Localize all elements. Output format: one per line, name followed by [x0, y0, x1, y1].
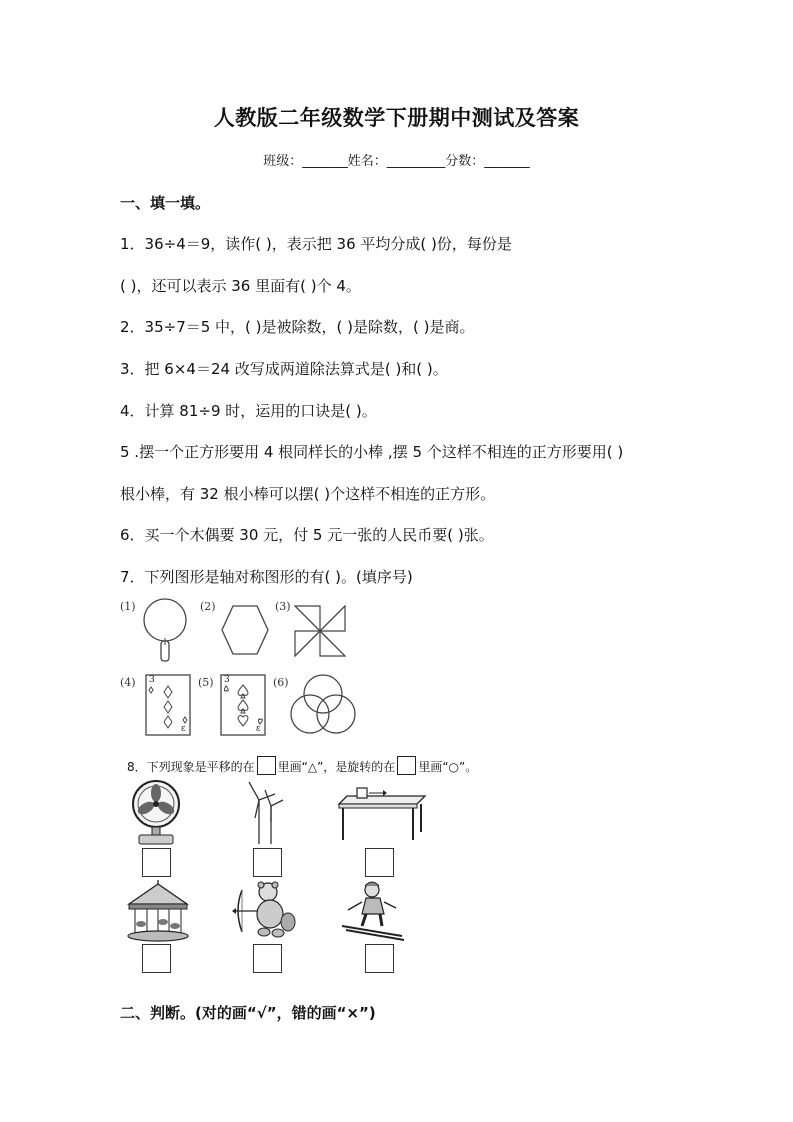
answer-box[interactable]	[253, 944, 282, 973]
question-5-line-2: 根小棒，有 32 根小棒可以摆( )个这样不相连的正方形。	[120, 485, 496, 503]
figure-label-6: (6)	[273, 676, 289, 689]
student-info-line: 班级：_______姓名：_________分数：_______	[263, 154, 530, 169]
question-8-text-part-3: 里画“○”。	[418, 760, 478, 774]
question-2: 2．35÷7＝5 中，( )是被除数，( )是除数，( )是商。	[120, 318, 475, 336]
wind-turbine-icon	[245, 778, 285, 850]
trefoil-knot-icon	[288, 672, 358, 736]
bear-archer-icon	[232, 880, 296, 944]
box-sliding-on-table-icon	[337, 786, 427, 846]
playing-card-diamonds-icon	[145, 674, 191, 736]
question-5-line-1: 5 .摆一个正方形要用 4 根同样长的小棒 ,摆 5 个这样不相连的正方形要用( )	[120, 443, 624, 461]
inline-answer-box-icon	[397, 756, 416, 775]
answer-box[interactable]	[365, 848, 394, 877]
question-8-text-part-1: 8．下列现象是平移的在	[127, 760, 255, 774]
figure-label-1: (1)	[120, 600, 136, 613]
answer-box[interactable]	[142, 944, 171, 973]
question-1-line-1: 1．36÷4＝9，读作( )，表示把 36 平均分成( )份，每份是	[120, 235, 512, 253]
page-title: 人教版二年级数学下册期中测试及答案	[213, 106, 580, 130]
playing-card-spades-icon	[220, 674, 266, 736]
answer-box[interactable]	[365, 944, 394, 973]
question-8-text-part-2: 里画“△”，是旋转的在	[277, 760, 396, 774]
question-6: 6．买一个木偶要 30 元，付 5 元一张的人民币要( )张。	[120, 526, 494, 544]
figure-label-5: (5)	[198, 676, 214, 689]
card-5-rank-top: 3	[224, 675, 230, 685]
card-4-rank-bottom: ε	[181, 724, 186, 734]
hexagon-icon	[220, 604, 270, 656]
figure-label-4: (4)	[120, 676, 136, 689]
skier-icon	[338, 880, 406, 946]
carousel-icon	[125, 880, 191, 946]
figure-label-2: (2)	[200, 600, 216, 613]
question-4: 4．计算 81÷9 时，运用的口诀是( )。	[120, 402, 377, 420]
inline-answer-box-icon	[257, 756, 276, 775]
question-7: 7．下列图形是轴对称图形的有( )。(填序号)	[120, 568, 413, 586]
section-heading-fill-in: 一、填一填。	[120, 194, 211, 212]
pinwheel-icon	[293, 604, 347, 658]
question-3: 3．把 6×4＝24 改写成两道除法算式是( )和( )。	[120, 360, 448, 378]
question-8	[127, 756, 477, 775]
card-5-rank-bottom: ε	[256, 724, 261, 734]
fan-icon	[140, 598, 192, 664]
electric-fan-icon	[125, 780, 187, 850]
answer-box[interactable]	[142, 848, 171, 877]
figure-label-3: (3)	[275, 600, 291, 613]
card-4-rank-top: 3	[149, 675, 155, 685]
question-1-line-2: ( )，还可以表示 36 里面有( )个 4。	[120, 277, 361, 295]
answer-box[interactable]	[253, 848, 282, 877]
section-heading-true-false: 二、判断。(对的画“√”，错的画“×”)	[120, 1004, 376, 1022]
